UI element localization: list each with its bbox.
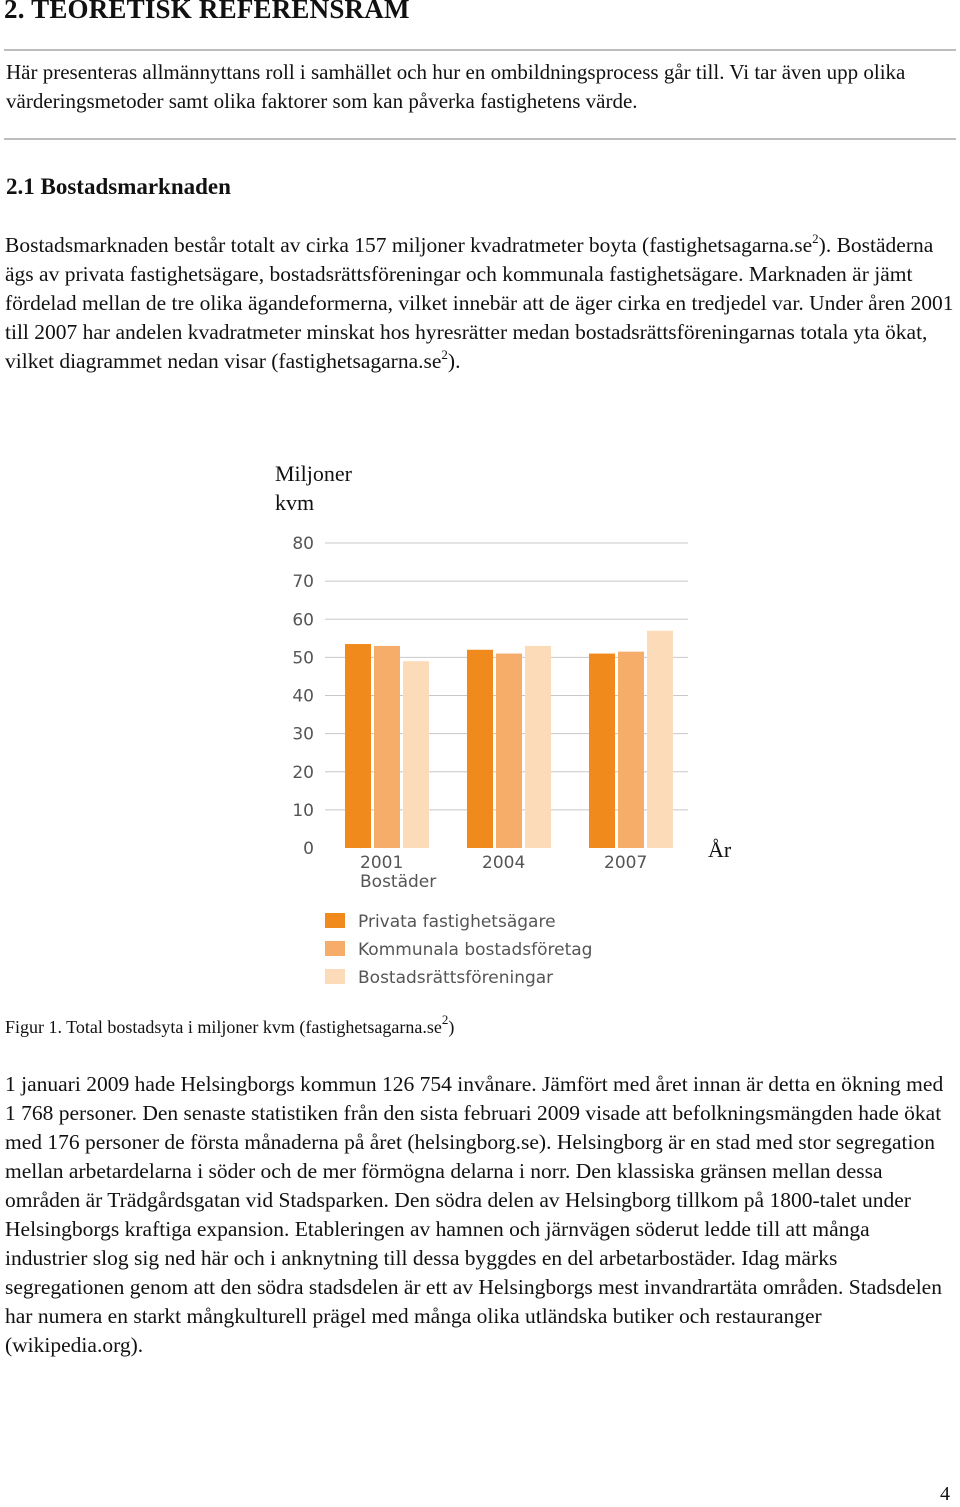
bar (403, 661, 429, 848)
bar (496, 654, 522, 848)
y-tick-label: 30 (292, 724, 314, 745)
footnote-ref: 2 (441, 347, 448, 362)
y-tick-label: 80 (292, 534, 314, 554)
bar (345, 644, 371, 848)
figure-caption (5, 1012, 455, 1039)
bar-chart (270, 455, 770, 1000)
page-heading: 2. TEORETISK REFERENSRAM (4, 0, 410, 24)
legend-swatch (325, 913, 345, 928)
footnote-ref: 2 (812, 231, 819, 246)
legend-label: Bostadsrättsföreningar (358, 968, 554, 988)
bar (647, 631, 673, 848)
x-tick-label: 2001 (360, 853, 404, 873)
y-axis-label-line1: Miljoner (275, 461, 352, 486)
section-paragraph (5, 231, 955, 376)
body-paragraph: 1 januari 2009 hade Helsingborgs kommun 126 754 invånare. Jämfört med året innan är detta en ökning med 1 768 personer. Den senaste statistiken från den sista februari 2009 visade att befolkningsmängden hade ökat med 176 personer de första månaderna på året (helsingborg.se). Helsingborg är en stad med stor segregation mellan arbetardelarna i söder och de mer förmögna delarna i norr. Den klassiska gränsen mellan dessa områden är Trädgårdsgatan vid Stadsparken. Den södra delen av Helsingborg tillkom på 1800-talet under Helsingborgs kraftiga expansion. Etableringen av hamnen och järnvägen söderut ledde till att många industrier slog sig ned här och i anknytning till dessa byggdes en del arbetarbostäder. Idag märks segregationen genom att den södra stadsdelen är ett av Helsingborgs mest invandrartäta områden. Stadsdelen har numera en starkt mångkulturell prägel med många olika utländska butiker och restauranger (wikipedia.org). (5, 1072, 944, 1357)
paragraph-text: ). (447, 349, 461, 373)
y-tick-label: 70 (292, 572, 314, 593)
y-tick-label: 0 (303, 839, 314, 859)
paragraph-text: ). Bostäderna ägs av privata fastighetsägare, bostadsrättsföreningar och kommunala fastighetsägare. Marknaden är jämt fördelad mellan de tre olika ägandeformerna, vilket innebär att de äger cirka en tredjedel var. Under åren 2001 till 2007 har andelen kvadratmeter minskat hos hyresrätter medan bostadsrättsföreningarnas totala yta ökat, vilket diagrammet nedan visar (fastighetsagarna.se (5, 233, 954, 373)
y-tick-label: 10 (292, 800, 314, 821)
x-axis-label: År (708, 837, 732, 862)
y-tick-label: 60 (292, 610, 314, 631)
divider-bottom (4, 138, 956, 140)
bar (374, 646, 400, 848)
bar (467, 650, 493, 848)
footnote-ref: 2 (441, 1012, 449, 1027)
y-tick-label: 50 (292, 648, 314, 669)
legend-swatch (325, 969, 345, 984)
page-number: 4 (940, 1483, 950, 1505)
legend-swatch (325, 941, 345, 956)
y-tick-label: 40 (292, 686, 314, 707)
x-sublabel: Bostäder (360, 872, 437, 892)
legend-label: Privata fastighetsägare (358, 912, 556, 932)
chart-canvas (270, 455, 770, 1000)
intro-paragraph: Här presenteras allmännyttans roll i samhället och hur en ombildningsprocess går till. Vi tar även upp olika värderingsmetoder samt olika faktorer som kan påverka fastighetens värde. (6, 60, 906, 113)
caption-text: Figur 1. Total bostadsyta i miljoner kvm (fastighetsagarna.se (5, 1017, 442, 1037)
section-title: 2.1 Bostadsmarknaden (6, 174, 231, 199)
divider-top (4, 49, 956, 51)
x-tick-label: 2004 (482, 853, 526, 873)
y-tick-label: 20 (292, 762, 314, 783)
bar (589, 654, 615, 848)
bar (618, 652, 644, 848)
legend-label: Kommunala bostadsföretag (358, 940, 593, 960)
bar (525, 646, 551, 848)
paragraph-text: Bostadsmarknaden består totalt av cirka 157 miljoner kvadratmeter boyta (fastighetsagarna.se (5, 233, 813, 257)
y-axis-label-line2: kvm (275, 490, 315, 515)
y-axis-label (275, 459, 352, 517)
x-tick-label: 2007 (604, 853, 648, 873)
caption-text: ) (448, 1017, 455, 1037)
